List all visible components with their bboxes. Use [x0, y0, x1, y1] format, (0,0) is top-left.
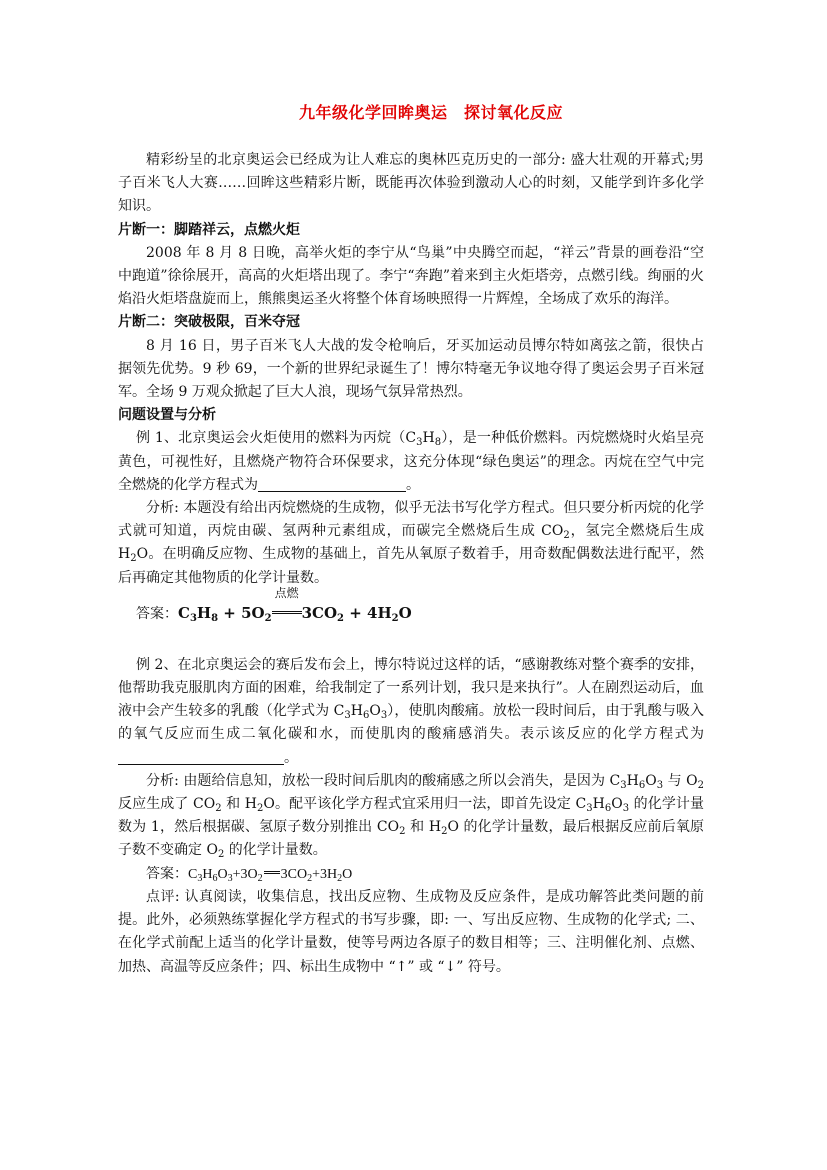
example1-analysis: 分析: 本题没有给出丙烷燃烧的生成物，似乎无法书写化学方程式。但只要分析丙烷的化学式就可知道，丙烷由碳、氢两种元素组成，而碳完全燃烧后生成 $CO_2$，氢完全燃烧后生成 $H_2O$。在明确反应物、生成物的基础上，首先从氧原子数着手，用奇数配偶数法进行配平，然后再确定其他物质的化学计量数。: [118, 500, 705, 586]
example2-answer: 答案：$C_3H_6O_3+3O_2$ $3CO_2+3H_2O$: [146, 865, 353, 884]
equals-sign: [264, 871, 280, 874]
example1-question: 例 1、北京奥运会火炬使用的燃料为丙烷$(C_3H_8)$，是一种低价燃料。丙烷燃烧时火焰呈亮黄色，可视性好，且燃烧产物符合环保要求，这充分体现“绿色奥运”的理念。丙烷在空气中完全燃烧的化学方程式为 。: [118, 430, 704, 493]
section-heading: 问题设置与分析: [118, 407, 216, 424]
example2-question: 例 2、在北京奥运会的赛后发布会上，博尔特说过这样的话，“感谢教练对整个赛季的安排，他帮助我克服肌肉方面的困难，给我制定了一系列计划，我只是来执行”。人在剧烈运动后，血液中会产生较多的乳酸（化学式为 $C_3H_6O_3$），使肌肉酸痛。放松一段时间后，由于乳酸与吸入的氧气反应而生成二氧化碳和水，而使肌肉的酸痛感消失。表示该反应的化学方程式为。: [118, 656, 705, 766]
intro-paragraph: 精彩纷呈的北京奥运会已经成为让人难忘的奥林匹克历史的一部分: 盛大壮观的开幕式;男子百米飞人大赛……回眸这些精彩片断，既能再次体验到激动人心的时刻，又能学到许多化学知识。: [118, 152, 704, 215]
lactic-acid-equation: $C_3H_6O_3+3O_2$ $3CO_2+3H_2O$: [188, 866, 353, 884]
fragment2-heading: 片断二：突破极限，百米夺冠: [118, 314, 300, 331]
fragment1-heading: 片断一：脚踏祥云，点燃火炬: [118, 221, 300, 238]
answer-blank-1: [258, 477, 406, 492]
reaction-condition: 点燃: [272, 598, 302, 628]
fragment2-text: 8 月 16 日，男子百米飞人大战的发令枪响后，牙买加运动员博尔特如离弦之箭，很快占据领先优势。9 秒 69，一个新的世界纪录诞生了！博尔特毫无争议地夺得了奥运会男子百米冠军。全场 9 万观众掀起了巨大人浪，现场气氛异常热烈。: [118, 337, 704, 401]
fragment1-text: 2008 年 8 月 8 日晚，高举火炬的李宁从“鸟巢”中央腾空而起，“祥云”背景的画卷沿“空中跑道”徐徐展开，高高的火炬塔出现了。李宁“奔跑”着来到主火炬塔旁，点燃引线。绚丽的火焰沿火炬塔盘旋而上，熊熊奥运圣火将整个体育场映照得一片辉煌，全场成了欢乐的海洋。: [118, 244, 704, 308]
document-body: [118, 100, 704, 979]
example2-analysis: 分析: 由题给信息知，放松一段时间后肌肉的酸痛感之所以会消失，是因为 $C_3H_6O_3$ 与 $O_2$ 反应生成了 $CO_2$ 和 $H_2O$。配平该化学方程式宜采用归一法，即首先设定 $C_3H_6O_3$ 的化学计量数为 1，然后根据碳、氢原子数分别推出 $CO_2$ 和 $H_2O$ 的化学计量数，最后根据反应前后氧原子数不变确定 $O_2$ 的化学计量数。: [118, 772, 705, 861]
propane-combustion-equation: $C_3H_8 + 5O_2$ 点燃 $3CO_2 + 4H_2O$: [178, 604, 412, 622]
page-title: 九年级化学回眸奥运 探讨氧化反应: [298, 103, 563, 122]
example2-comment: 点评: 认真阅读，收集信息，找出反应物、生成物及反应条件，是成功解答此类问题的前提。此外，必须熟练掌握化学方程式的书写步骤，即: 一、写出反应物、生成物的化学式; 二、在化学式前配上适当的化学计量数，使等号两边各原子的数目相等；三、注明催化剂、点燃、加热、高温等反应条件；四、标出生成物中 “↑” 或 “↓” 符号。: [118, 888, 704, 975]
example1-answer: 答案：$C_3H_8 + 5O_2$ 点燃 $3CO_2 + 4H_2O$: [118, 598, 704, 628]
answer-blank-2: [118, 750, 284, 765]
